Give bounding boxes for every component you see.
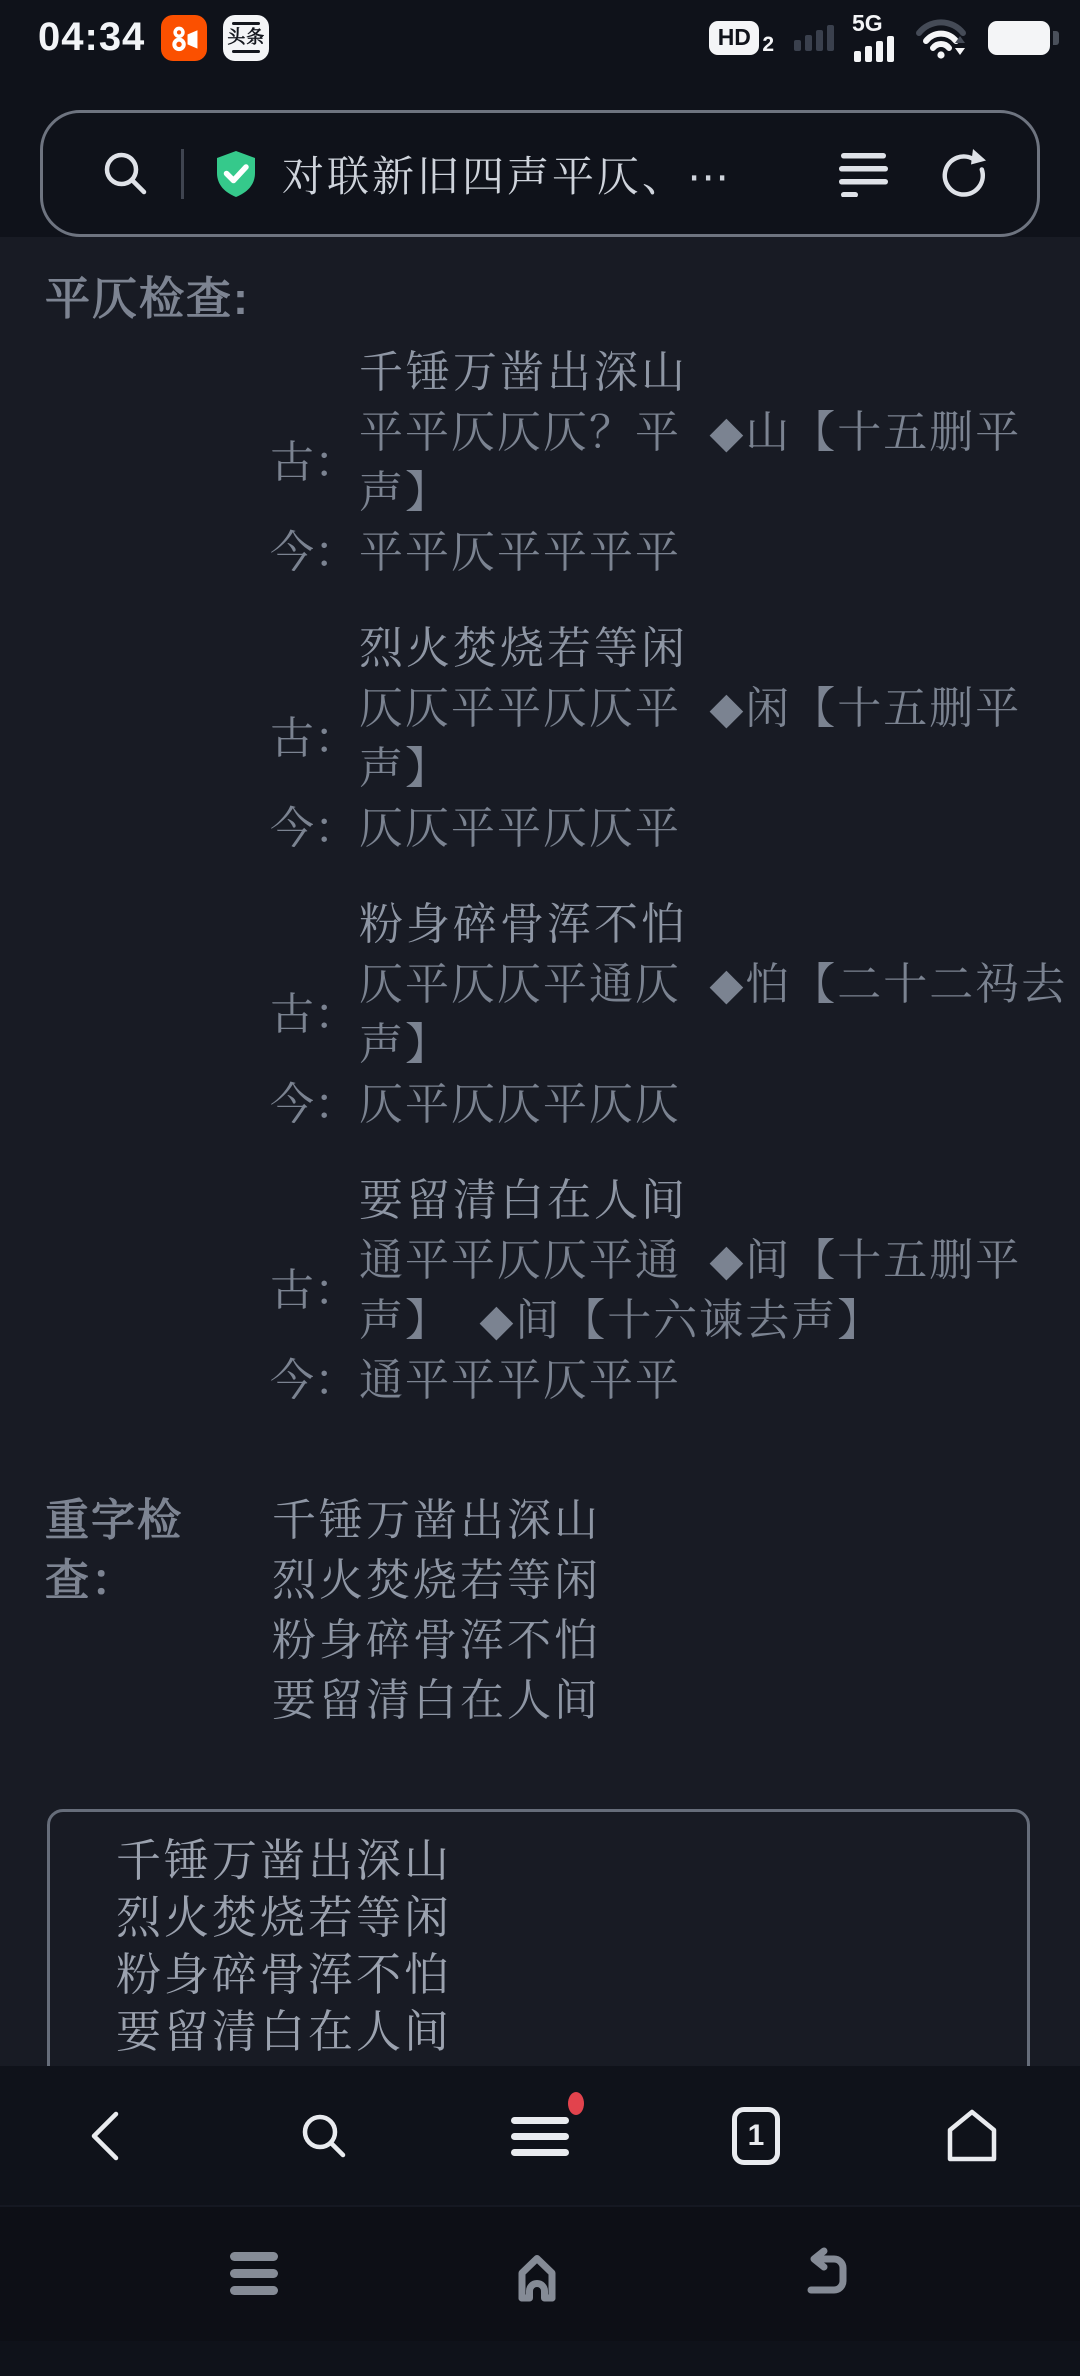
chongzi-lines xyxy=(272,1491,601,1731)
gu-label: 古： xyxy=(270,714,358,763)
hd-badge: HD xyxy=(709,21,759,55)
chongzi-section xyxy=(45,1491,1080,1731)
tabs-button[interactable] xyxy=(648,2066,864,2205)
toutiao-bottom-bar xyxy=(232,50,260,53)
jin-row xyxy=(270,799,1060,859)
home-icon xyxy=(943,2107,1001,2165)
input-line: 烈火焚烧若等闲 xyxy=(116,1892,453,1943)
chongzi-line: 要留清白在人间 xyxy=(272,1676,601,1725)
search-icon xyxy=(296,2108,352,2164)
jin-tones-line: 仄仄平平仄仄平 xyxy=(359,804,681,853)
system-back-button[interactable] xyxy=(794,2246,852,2302)
browser-nav-bar xyxy=(0,2066,1080,2205)
tab-count: 1 xyxy=(747,2118,765,2152)
system-recents-button[interactable] xyxy=(228,2246,280,2302)
jin-label: 今： xyxy=(270,1356,358,1405)
pingze-block-3 xyxy=(270,895,1068,1135)
poem-line: 粉身碎骨浑不怕 xyxy=(359,900,688,949)
clock: 04:34 xyxy=(38,15,146,59)
page-content xyxy=(0,237,1080,2066)
menu-button[interactable] xyxy=(432,2066,648,2205)
jin-tones xyxy=(359,1351,681,1411)
tab-count-icon xyxy=(732,2107,780,2165)
home-button[interactable] xyxy=(864,2066,1080,2205)
menu-icon xyxy=(510,2108,570,2164)
poem-input-textarea[interactable] xyxy=(47,1809,1030,2066)
system-nav-bar xyxy=(0,2205,1080,2341)
hd-sub: 2 xyxy=(762,32,774,56)
refresh-icon[interactable] xyxy=(937,148,989,200)
status-bar xyxy=(0,0,1080,65)
gu-tones xyxy=(359,403,1021,523)
toutiao-label: 头条 xyxy=(227,27,266,47)
signal-bars-5g-icon xyxy=(852,10,894,62)
chongzi-heading: 重字检查： xyxy=(45,1496,183,1605)
gu-row xyxy=(270,1231,1060,1351)
search-icon[interactable] xyxy=(101,149,151,199)
chongzi-line: 千锤万凿出深山 xyxy=(272,1496,601,1545)
url-bar[interactable] xyxy=(40,110,1040,237)
input-line: 粉身碎骨浑不怕 xyxy=(116,1949,453,2000)
pingze-block-2 xyxy=(270,619,1060,859)
back-button[interactable] xyxy=(0,2066,216,2205)
signal-bars-bright xyxy=(854,35,894,62)
jin-row xyxy=(270,1075,1060,1135)
recents-menu-icon xyxy=(228,2246,280,2302)
gu-label: 古： xyxy=(270,1266,358,1315)
jin-row xyxy=(270,1351,1060,1411)
pingze-block-4 xyxy=(270,1171,1060,1411)
gu-tones-line: 声】 xyxy=(359,468,451,517)
poem-line: 烈火焚烧若等闲 xyxy=(359,624,688,673)
poem-line: 要留清白在人间 xyxy=(359,1176,688,1225)
poem-line: 千锤万凿出深山 xyxy=(359,348,688,397)
toutiao-top-bar xyxy=(232,22,260,25)
pingze-section-heading: 平仄检查: xyxy=(45,273,250,324)
jin-tones xyxy=(359,799,681,859)
page-title[interactable]: 对联新旧四声平仄、⋯ xyxy=(282,152,733,200)
network-type-label: 5G xyxy=(852,10,883,36)
gu-tones-line: 声】 ◆间【十六谏去声】 xyxy=(359,1296,884,1345)
gu-tones-line: 仄仄平平仄仄平 ◆闲【十五删平 xyxy=(359,684,1022,733)
gu-tones-line: 仄平仄仄平通仄 ◆怕【二十二祃去 xyxy=(359,960,1068,1009)
status-bar-right xyxy=(709,10,1050,62)
wifi-icon xyxy=(914,17,968,59)
jin-label: 今： xyxy=(270,804,358,853)
gu-label: 古： xyxy=(270,438,358,487)
reading-list-icon[interactable] xyxy=(839,151,889,197)
jin-label: 今： xyxy=(270,1080,358,1129)
jin-tones-line: 仄平仄仄平仄仄 xyxy=(359,1080,681,1129)
jin-tones xyxy=(359,523,681,583)
pingze-block-1 xyxy=(270,343,1060,583)
system-home-icon xyxy=(508,2245,566,2303)
gu-row xyxy=(270,679,1060,799)
notification-dot xyxy=(568,2092,584,2115)
gu-tones xyxy=(359,1231,1021,1351)
input-line: 要留清白在人间 xyxy=(116,2006,453,2057)
gu-tones-line: 声】 xyxy=(359,744,451,793)
system-home-button[interactable] xyxy=(508,2245,566,2303)
jin-row xyxy=(270,523,1060,583)
gu-row xyxy=(270,403,1060,523)
input-line: 千锤万凿出深山 xyxy=(116,1835,453,1886)
gu-tones-line: 通平平仄仄平通 ◆间【十五删平 xyxy=(359,1236,1022,1285)
gu-row xyxy=(270,955,1068,1075)
jin-tones-line: 通平平平仄平平 xyxy=(359,1356,681,1405)
battery-icon xyxy=(988,21,1050,55)
gu-label: 古： xyxy=(270,990,358,1039)
hd-voice-icon xyxy=(709,21,774,55)
chongzi-line: 粉身碎骨浑不怕 xyxy=(272,1616,601,1665)
gu-tones xyxy=(359,955,1067,1075)
gu-tones xyxy=(359,679,1021,799)
gu-tones-line: 平平仄仄仄？平 ◆山【十五删平 xyxy=(359,408,1022,457)
url-bar-divider xyxy=(181,149,184,199)
search-button[interactable] xyxy=(216,2066,432,2205)
kuaishou-notification-icon xyxy=(161,15,207,61)
signal-bars-dim-icon xyxy=(794,24,834,51)
secure-shield-icon[interactable] xyxy=(210,148,262,200)
chongzi-line: 烈火焚烧若等闲 xyxy=(272,1556,601,1605)
kuaishou-glyph xyxy=(167,21,201,55)
gu-tones-line: 声】 xyxy=(359,1020,451,1069)
jin-tones-line: 平平仄平平平平 xyxy=(359,528,681,577)
jin-label: 今： xyxy=(270,528,358,577)
status-bar-left xyxy=(38,15,269,61)
jin-tones xyxy=(359,1075,681,1135)
toutiao-notification-icon xyxy=(223,15,269,61)
back-icon xyxy=(80,2108,136,2164)
system-back-icon xyxy=(794,2246,852,2302)
